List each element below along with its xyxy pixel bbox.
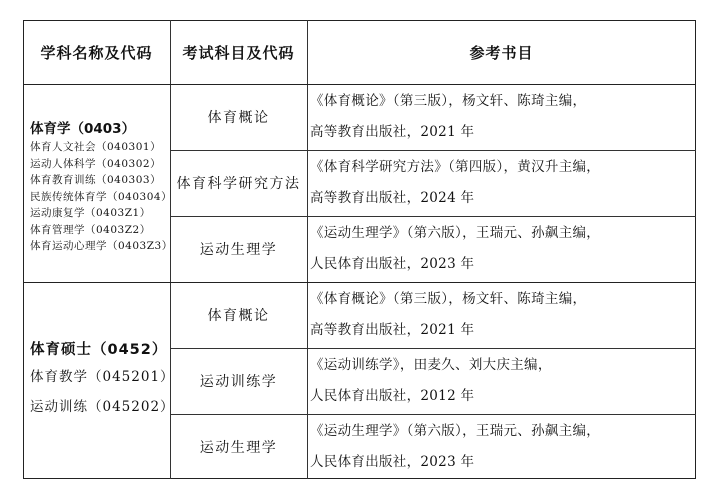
reference-book — [310, 86, 586, 148]
major-group-sports-science — [30, 119, 173, 255]
book-publisher-line: 高等教育出版社，2021 年 — [310, 322, 475, 338]
header-divider — [23, 84, 696, 85]
exam-subject: 运动训练学 — [199, 374, 278, 390]
sub-major: 运动人体科学（040302） — [30, 157, 162, 170]
sub-major: 体育运动心理学（0403Z3） — [30, 240, 173, 252]
header-books: 参考书目 — [469, 43, 534, 62]
book-publisher-line: 高等教育出版社，2024 年 — [310, 190, 475, 206]
exam-subject: 体育科学研究方法 — [176, 176, 301, 192]
group-divider — [23, 282, 696, 283]
header-subject: 考试科目及代码 — [182, 43, 295, 62]
major-group-master-of-sports — [30, 338, 175, 422]
sub-major: 体育教学（045201） — [30, 369, 175, 385]
reference-book — [310, 284, 586, 346]
reference-book — [310, 416, 600, 478]
book-publisher-line: 人民体育出版社，2012 年 — [310, 388, 475, 404]
column-divider — [307, 20, 308, 479]
book-title-line: 《运动训练学》，田麦久、刘大庆主编， — [310, 357, 552, 373]
reference-book — [310, 350, 552, 412]
reference-book — [310, 218, 600, 280]
header-major: 学科名称及代码 — [40, 43, 153, 62]
reference-book — [310, 152, 600, 214]
major-title: 体育硕士（0452） — [30, 342, 168, 358]
book-title-line: 《体育科学研究方法》（第四版），黄汉升主编， — [310, 159, 601, 175]
sub-major: 运动训练（045202） — [30, 399, 175, 415]
book-publisher-line: 高等教育出版社，2021 年 — [310, 124, 475, 140]
book-publisher-line: 人民体育出版社，2023 年 — [310, 454, 475, 470]
sub-major: 体育教育训练（040303） — [30, 174, 162, 186]
sub-major: 民族传统体育学（040304） — [30, 190, 173, 203]
sub-major: 运动康复学（0403Z1） — [30, 207, 151, 219]
book-title-line: 《体育概论》（第三版），杨文轩、陈琦主编， — [310, 93, 587, 109]
exam-subject: 体育概论 — [207, 308, 270, 324]
sub-major: 体育管理学（0403Z2） — [30, 223, 151, 236]
exam-subject: 运动生理学 — [199, 439, 278, 456]
major-title: 体育学（0403） — [30, 121, 136, 137]
book-title-line: 《运动生理学》（第六版），王瑞元、孙飙主编， — [310, 225, 601, 241]
exam-subject: 体育概论 — [207, 110, 270, 126]
sub-major: 体育人文社会（040301） — [30, 141, 162, 153]
exam-subject: 运动生理学 — [199, 242, 278, 258]
book-title-line: 《体育概论》（第三版），杨文轩、陈琦主编， — [310, 291, 587, 307]
book-title-line: 《运动生理学》（第六版），王瑞元、孙飙主编， — [310, 423, 601, 439]
book-publisher-line: 人民体育出版社，2023 年 — [310, 256, 475, 272]
